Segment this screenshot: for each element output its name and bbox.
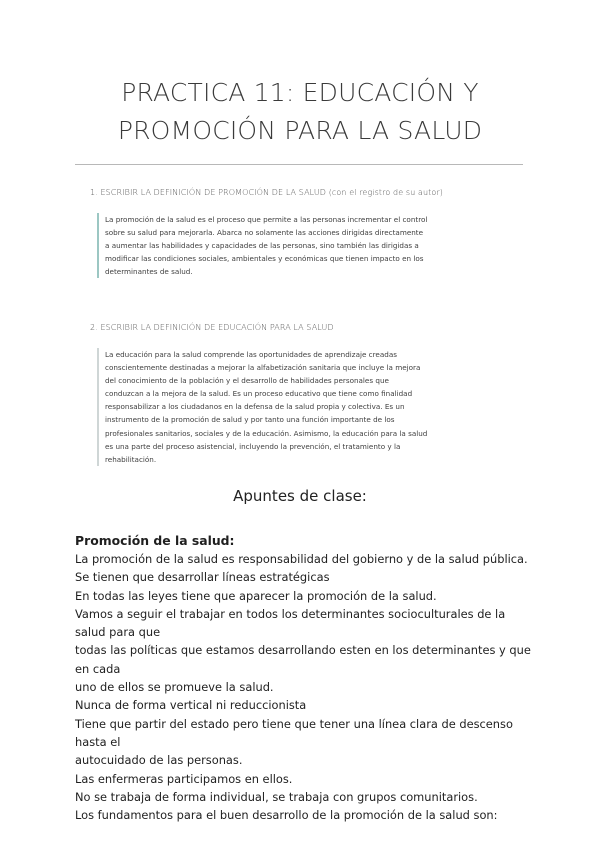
notes-line: Nunca de forma vertical ni reduccionista (75, 698, 307, 713)
class-notes (75, 532, 535, 824)
quote-line: La promoción de la salud es el proceso que permite a las personas incrementar el control (105, 215, 428, 224)
quote-line: profesionales sanitarios, sociales y de la educación. Asimismo, la educación para la salud (105, 428, 428, 438)
notes-line: todas las políticas que estamos desarrollando esten en los determinantes y que en cada (75, 643, 531, 676)
section-1-heading: 1. ESCRIBIR LA DEFINICIÓN DE PROMOCIÓN DE LA SALUD (con el registro de su autor) (90, 188, 443, 197)
quote-line: sobre su salud para mejorarla. Abarca no solamente las acciones dirigidas directamente (105, 228, 424, 238)
page-title (40, 74, 560, 150)
section-2-heading: 2. ESCRIBIR LA DEFINICIÓN DE EDUCACIÓN PARA LA SALUD (90, 323, 334, 332)
section-2-quote (97, 348, 445, 466)
notes-line: Se tienen que desarrollar líneas estratégicas (75, 570, 330, 585)
quote-line: es una parte del proceso asistencial, incluyendo la prevención, el tratamiento y la (105, 441, 401, 451)
page-title-line-2: PROMOCIÓN PARA LA SALUD (117, 116, 483, 145)
notes-heading: Promoción de la salud: (75, 533, 235, 548)
quote-line: responsabilizar a los ciudadanos en la defensa de la salud propia y colectiva. Es un (105, 402, 405, 412)
notes-line: En todas las leyes tiene que aparecer la promoción de la salud. (75, 588, 437, 603)
quote-line: instrumento de la promoción de salud y por tanto una función importante de los (105, 415, 395, 425)
title-divider (75, 164, 523, 165)
notes-line: autocuidado de las personas. (75, 753, 243, 768)
notes-line: Tiene que partir del estado pero tiene que tener una línea clara de descenso hasta el (75, 716, 513, 749)
notes-line: Vamos a seguir el trabajar en todos los determinantes socioculturales de la salud para que (75, 606, 506, 640)
notes-line: Las enfermeras participamos en ellos. (75, 771, 293, 786)
notes-line: Los fundamentos para el buen desarrollo de la promoción de la salud son: (75, 808, 498, 823)
notes-line: No se trabaja de forma individual, se trabaja con grupos comunitarios. (75, 789, 478, 804)
quote-line: determinantes de salud. (105, 267, 193, 277)
quote-line: del conocimiento de la población y el desarrollo de habilidades personales que (105, 376, 389, 386)
section-1-quote (97, 213, 445, 278)
quote-line: rehabilitación. (105, 454, 157, 464)
notes-line: La promoción de la salud es responsabilidad del gobierno y de la salud pública. (75, 552, 528, 566)
quote-line: modificar las condiciones sociales, ambientales y económicas que tienen impacto en los (105, 254, 424, 264)
quote-line: a aumentar las habilidades y capacidades de las personas, sino también las dirigidas a (105, 241, 419, 251)
notes-line: uno de ellos se promueve la salud. (75, 680, 274, 695)
apuntes-title: Apuntes de clase: (233, 487, 367, 505)
page-title-line-1: PRACTICA 11: EDUCACIÓN Y (121, 78, 479, 107)
quote-line: conduzcan a la mejora de la salud. Es un proceso educativo que tiene como finalidad (105, 389, 413, 399)
quote-line: conscientemente destinadas a mejorar la alfabetización sanitaria que incluye la mejora (105, 363, 421, 373)
quote-line: La educación para la salud comprende las oportunidades de aprendizaje creadas (105, 350, 397, 359)
